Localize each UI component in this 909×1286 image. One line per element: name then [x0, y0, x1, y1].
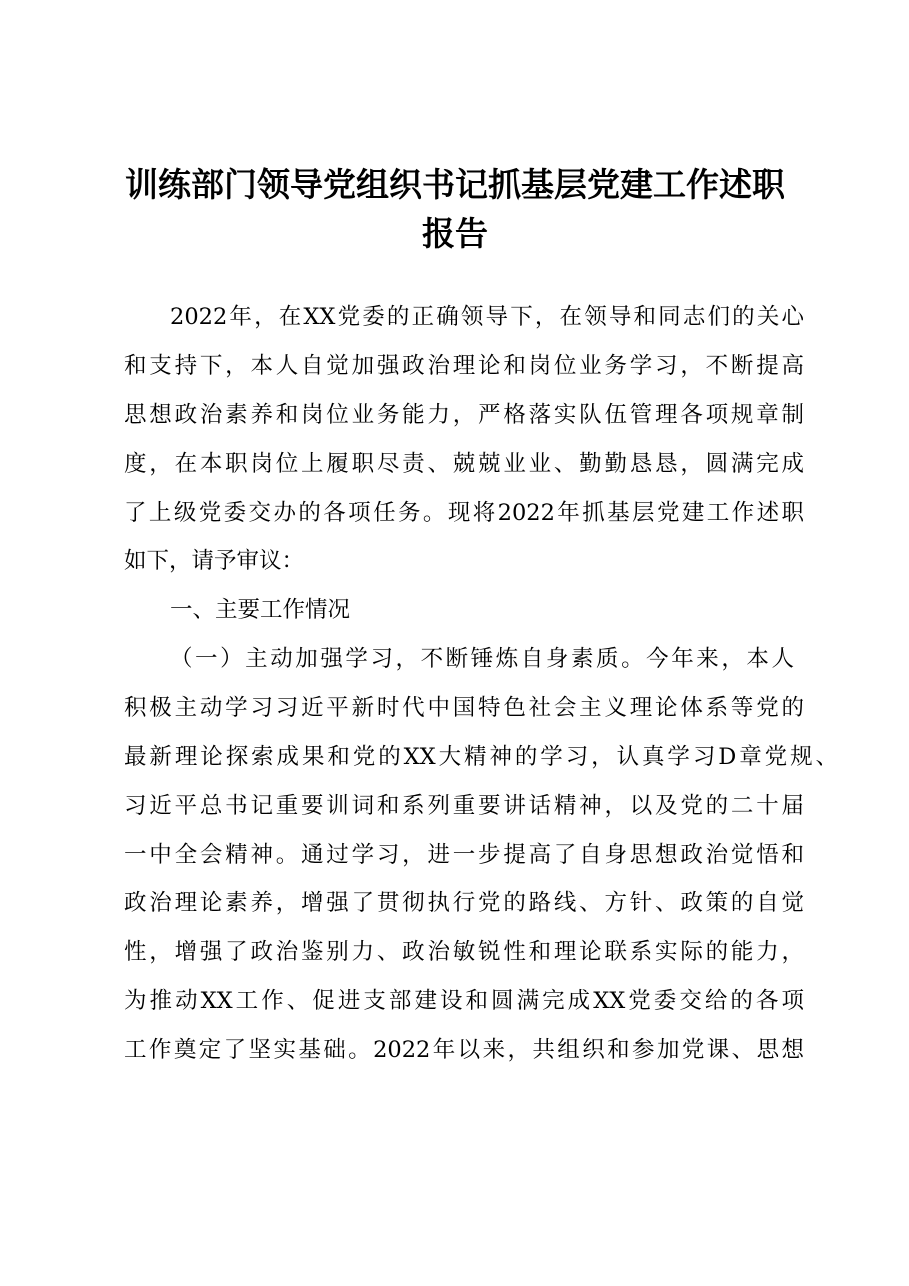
paragraph-line: 性，增强了政治鉴别力、政治敏锐性和理论联系实际的能力， [124, 939, 804, 965]
paragraph-line: （一）主动加强学习，不断锤炼自身素质。今年来，本人 [170, 646, 794, 672]
paragraph-line: 和支持下，本人自觉加强政治理论和岗位业务学习，不断提高 [124, 353, 804, 379]
document-title-line-2: 报告 [422, 214, 488, 253]
paragraph-line: 工作奠定了坚实基础。2022年以来，共组织和参加党课、思想 [124, 1037, 804, 1063]
paragraph-line: 积极主动学习习近平新时代中国特色社会主义理论体系等党的 [124, 695, 804, 721]
paragraph-line: 了上级党委交办的各项任务。现将2022年抓基层党建工作述职 [124, 500, 804, 526]
paragraph-line: 如下，请予审议： [124, 548, 305, 574]
paragraph-line: 一中全会精神。通过学习，进一步提高了自身思想政治觉悟和 [124, 842, 804, 868]
paragraph-line: 2022年，在XX党委的正确领导下，在领导和同志们的关心 [170, 304, 804, 330]
paragraph-line: 政治理论素养，增强了贯彻执行党的路线、方针、政策的自觉 [124, 890, 804, 916]
section-heading: 一、主要工作情况 [170, 597, 351, 623]
paragraph-line: 思想政治素养和岗位业务能力，严格落实队伍管理各项规章制 [124, 402, 804, 428]
paragraph-line: 最新理论探索成果和党的XX大精神的学习，认真学习D章党规、 [124, 744, 838, 770]
paragraph-line: 习近平总书记重要训词和系列重要讲话精神，以及党的二十届 [124, 793, 804, 819]
document-title-line-1: 训练部门领导党组织书记抓基层党建工作述职 [125, 165, 785, 204]
paragraph-line: 为推动XX工作、促进支部建设和圆满完成XX党委交给的各项 [124, 988, 804, 1014]
paragraph-line: 度，在本职岗位上履职尽责、兢兢业业、勤勤恳恳，圆满完成 [124, 451, 804, 477]
